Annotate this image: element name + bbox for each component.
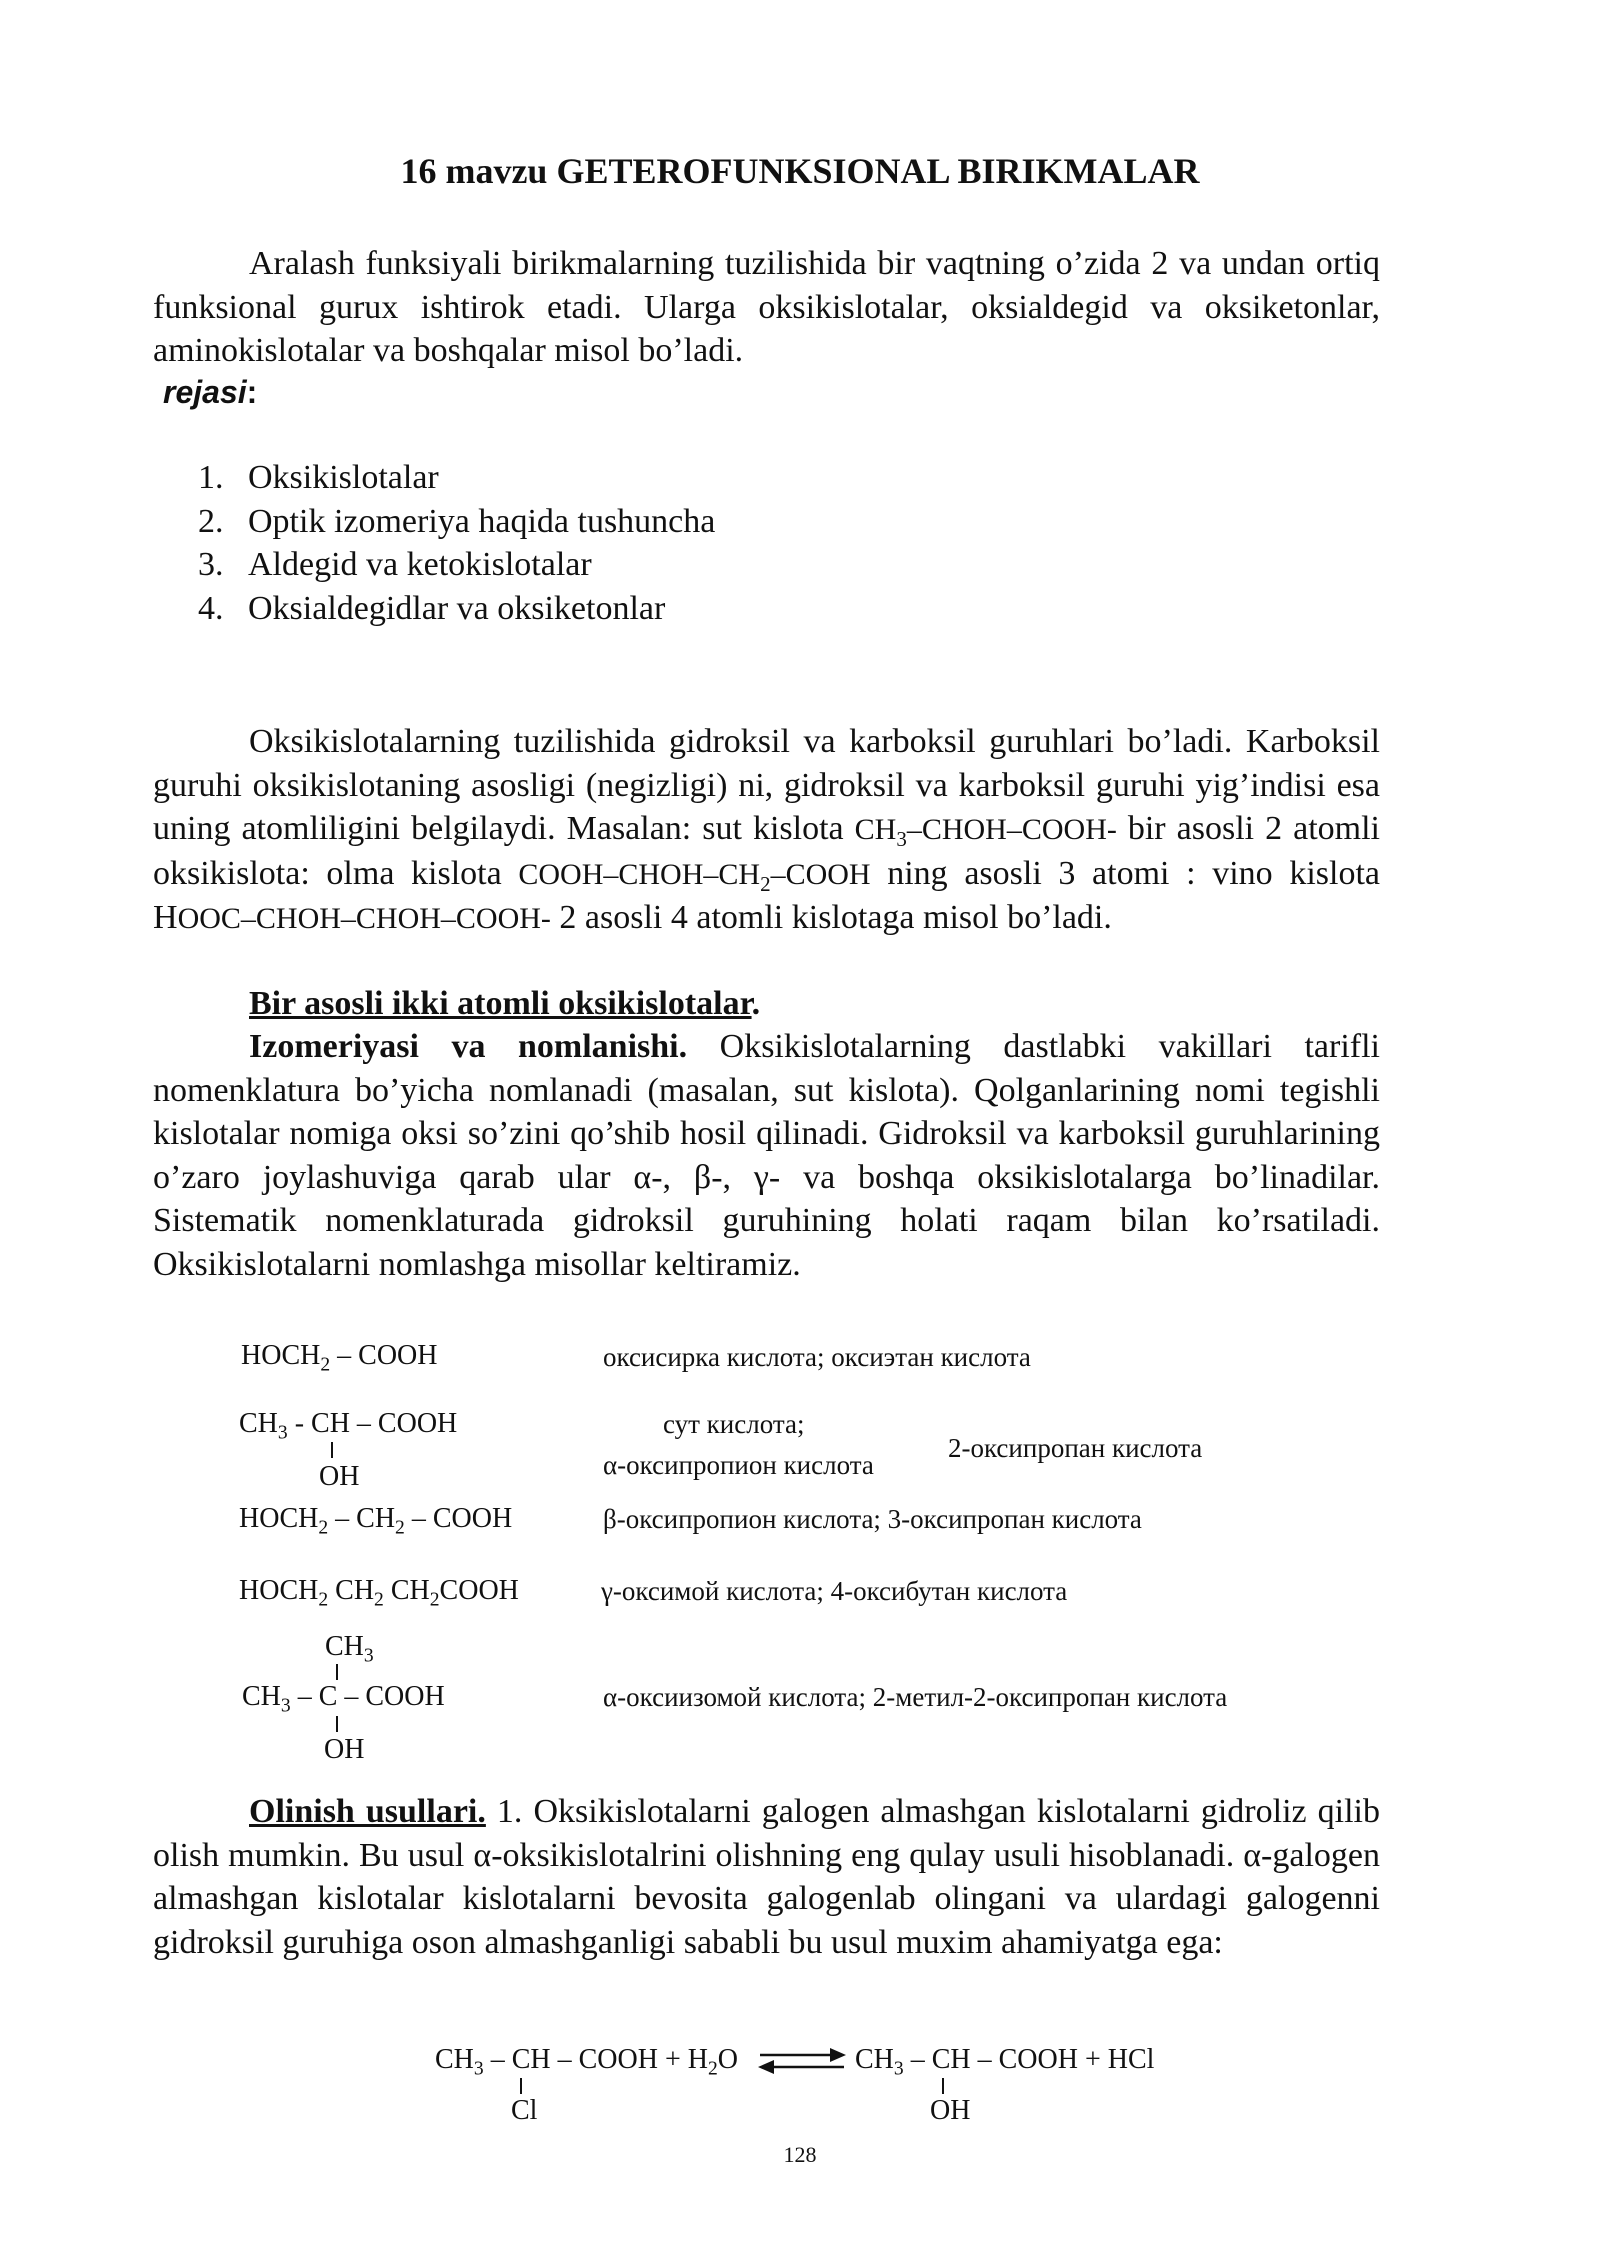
bond-line (336, 1716, 338, 1732)
formula-part: HOCH (239, 1503, 319, 1534)
formula-subscript: 2 (318, 1517, 329, 1539)
bond-line (331, 1442, 333, 1458)
formula-part: - CH – COOH (287, 1408, 458, 1439)
formula-row-3 (239, 1503, 513, 1539)
formula-part: COOH (439, 1575, 519, 1606)
formula-sut-kislota (854, 813, 1117, 851)
formula-part: HOCH (239, 1575, 319, 1606)
formula-row-5-top (325, 1631, 374, 1667)
formula-subscript: 3 (473, 2058, 484, 2080)
formula-olma-kislota (518, 857, 871, 896)
paragraph-text: bir asosli 2 atomli oksikislota: olma kislota (153, 810, 1381, 892)
reaction-left-cl: Cl (511, 2095, 538, 2126)
formula-part: CH (855, 2044, 894, 2075)
plan-item-number: 2. (198, 502, 224, 540)
formula-subscript: 3 (363, 1645, 374, 1667)
formula-row-5 (242, 1681, 445, 1717)
page-title: 16 mavzu GETEROFUNKSIONAL BIRIKMALAR (400, 151, 1200, 191)
formula-name-2a: сут кислота; (663, 1409, 805, 1439)
page-number: 128 (783, 2142, 817, 2167)
formula-row-2 (239, 1408, 458, 1444)
bond-line (336, 1664, 338, 1680)
reaction-left (435, 2044, 738, 2080)
olinish-paragraph (153, 1790, 1380, 1964)
formula-subscript: 2 (760, 871, 771, 896)
plan-item-number: 1. (198, 459, 224, 496)
formula-row-2-oh: OH (319, 1461, 360, 1492)
paragraph-text: Oksikislotalarning dastlabki vakillari tarifli nomenklatura bo’yicha nomlanadi (masalan, sut kislota). Qolganlarining nomi tegishli kislotalar nomiga oksi so’zini qo’shib hosil qilinadi. Gidroksil va karboksil guruhlarining o’zaro joylashuviga qarab ular α-, β-, γ- va boshqa oksikislotalarga bo’linadilar. Sistematik nomenklaturada gidroksil guruhining holati raqam bilan ko’rsatiladi. Oksikislotalarni nomlashga misollar keltiramiz. (153, 1028, 1380, 1283)
olinish-heading: Olinish usullari. (249, 1793, 486, 1830)
formula-part: – CH (328, 1503, 396, 1534)
formula-row-4 (239, 1575, 519, 1611)
formula-part: –CHOH–COOH- (906, 813, 1117, 846)
rejasi-heading (163, 372, 257, 412)
rejasi-label: rejasi (163, 374, 247, 410)
bond-line (942, 2078, 944, 2094)
formula-subscript: 3 (893, 2058, 904, 2080)
formula-part: – CH – COOH + H (483, 2044, 708, 2075)
formula-subscript: 2 (320, 1354, 331, 1376)
plan-item-number: 3. (198, 546, 224, 583)
bond-line (520, 2078, 522, 2094)
formula-name-3: β-оксипропион кислота; 3-оксипропан кислота (603, 1504, 1142, 1534)
reaction-right (855, 2044, 1155, 2080)
formula-part: –COOH (770, 857, 871, 891)
plan-item-text: Oksialdegidlar va oksiketonlar (248, 589, 666, 627)
plan-item (198, 500, 715, 544)
formula-part: CH (383, 1575, 430, 1606)
izomeriya-paragraph (153, 1025, 1380, 1286)
formula-name-2c: 2-оксипропан кислота (948, 1433, 1203, 1463)
plan-item-number: 4. (198, 589, 224, 627)
formula-row-1 (241, 1340, 438, 1376)
plan-item-text: Optik izomeriya haqida tushuncha (248, 502, 716, 540)
rejasi-colon: : (246, 374, 258, 410)
formula-vino-kislota: OOC–CHOH–CHOH–COOH- (177, 902, 551, 935)
formula-subscript: 2 (395, 1517, 405, 1539)
formula-subscript: 2 (707, 2058, 718, 2080)
paragraph-text: 2 asosli 4 atomli kislotaga misol bo’ladi. (550, 899, 1112, 936)
plan-item (198, 587, 715, 631)
formula-name-1: оксисирка кислота; оксиэтан кислота (603, 1342, 1031, 1372)
paragraph-text: 1. Oksikislotalarni galogen almashgan kislotalarni gidroliz qilib olish mumkin. Bu usul α-oksikislotalrini olishning eng qulay usuli hisoblanadi. α-galogen almashgan kislotalar kislotalarni bevosita galogenlab olingani va ulardagi galogenni gidroksil guruhiga oson almashganligi sababli bu usul muxim ahamiyatga ega: (153, 1793, 1380, 1961)
paragraph-text: ning asosli 3 atomi : vino kislota H (153, 854, 1380, 936)
equilibrium-arrow-icon (756, 2046, 848, 2076)
formula-part: CH (325, 1631, 364, 1662)
formula-row-5-oh: OH (324, 1734, 365, 1765)
intro-paragraph (153, 242, 1380, 373)
intro-text: Aralash funksiyali birikmalarning tuzilishida bir vaqtning o’zida 2 va undan ortiq funksional gurux ishtirok etadi. Ularga oksikislotalar, oksialdegid va oksiketonlar, aminokislotalar va boshqalar misol bo’ladi. (153, 245, 1380, 369)
plan-list (198, 456, 715, 630)
formula-subscript: 2 (318, 1589, 329, 1611)
formula-part: – COOH (404, 1503, 513, 1534)
formula-part: CH (242, 1681, 281, 1712)
formula-part: O (717, 2044, 738, 2075)
formula-name-5: α-оксиизомой кислота; 2-метил-2-оксипропан кислота (603, 1682, 1228, 1712)
formula-part: – C – COOH (290, 1681, 445, 1712)
formula-part: CH (435, 2044, 474, 2075)
formula-subscript: 2 (374, 1589, 384, 1611)
formula-subscript: 3 (896, 827, 907, 851)
formula-subscript: 2 (429, 1589, 440, 1611)
formula-subscript: 3 (277, 1422, 288, 1444)
subheading-text: Bir asosli ikki atomli oksikislotalar (249, 985, 752, 1022)
plan-item-text: Aldegid va ketokislotalar (248, 546, 592, 583)
formula-part: CH (328, 1575, 375, 1606)
formula-part: CH (854, 813, 897, 846)
paragraph-text: Oksikislotalarning tuzilishida gidroksil va karboksil guruhlari bo’ladi. Karboksil guruhi oksikislotaning asosligi (negizligi) ni, gidroksil va karboksil guruhi yig’indisi esa uning atomliligini belgilaydi. Masalan: sut kislota (153, 723, 1380, 847)
subheading-bir-asosli (249, 982, 760, 1026)
oksikislota-paragraph (153, 720, 1380, 941)
formula-subscript: 3 (280, 1695, 291, 1717)
formula-part: HOCH (241, 1340, 321, 1371)
formula-part: – COOH (330, 1340, 438, 1371)
formula-part: CH (239, 1408, 278, 1439)
subheading-dot: . (751, 985, 761, 1022)
izomeriya-heading: Izomeriyasi va nomlanishi. (249, 1028, 688, 1065)
plan-item (198, 456, 715, 500)
formula-part: COOH–CHOH–CH (518, 857, 761, 891)
plan-item-text: Oksikislotalar (248, 459, 439, 496)
formula-name-2b: α-оксипропион кислота (603, 1450, 874, 1480)
formula-name-4: γ-оксимой кислота; 4-оксибутан кислота (601, 1576, 1068, 1606)
reaction-right-oh: OH (930, 2095, 971, 2126)
plan-item (198, 543, 715, 587)
formula-part: – CH – COOH + HCl (903, 2044, 1155, 2075)
